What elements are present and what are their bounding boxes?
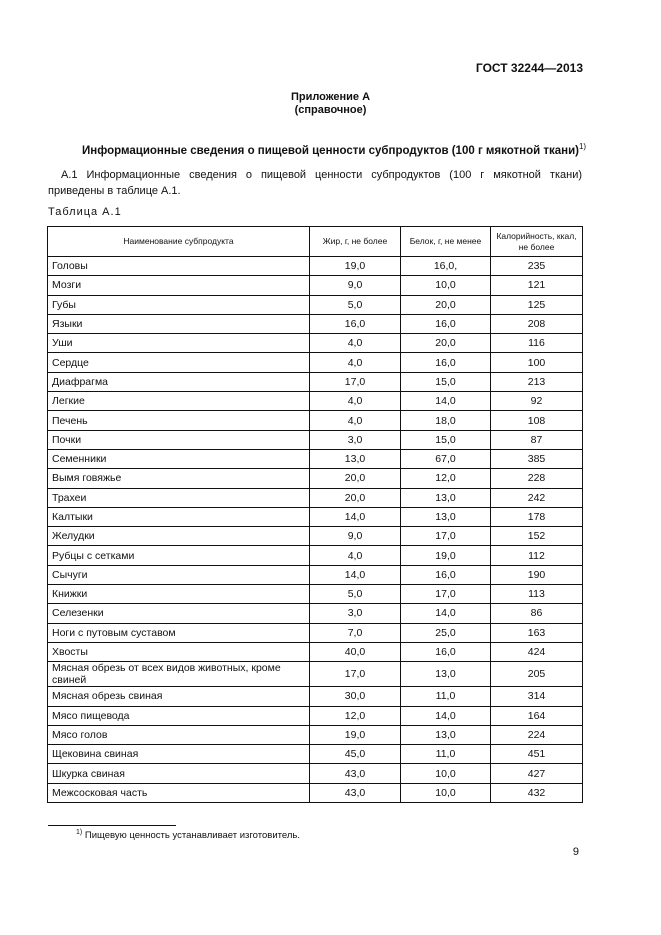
product-name-cell: Трахеи — [48, 488, 310, 507]
fat-cell: 9,0 — [310, 527, 401, 546]
protein-cell: 10,0 — [401, 764, 491, 783]
calories-cell: 87 — [491, 430, 583, 449]
appendix-subtitle: (справочное) — [294, 104, 367, 116]
calories-cell: 235 — [491, 257, 583, 276]
table-row — [48, 430, 583, 449]
fat-cell: 30,0 — [310, 687, 401, 706]
fat-cell: 16,0 — [310, 314, 401, 333]
table-row — [48, 314, 583, 333]
product-name-cell: Мясная обрезь от всех видов животных, кроме свиней — [48, 662, 310, 687]
fat-cell: 4,0 — [310, 411, 401, 430]
calories-cell: 152 — [491, 527, 583, 546]
table-row — [48, 276, 583, 295]
footnote — [76, 829, 300, 841]
calories-cell: 451 — [491, 745, 583, 764]
protein-cell: 10,0 — [401, 783, 491, 802]
fat-cell: 7,0 — [310, 623, 401, 642]
product-name-cell: Языки — [48, 314, 310, 333]
protein-cell: 67,0 — [401, 449, 491, 468]
section-title — [82, 142, 586, 157]
fat-cell: 17,0 — [310, 372, 401, 391]
protein-cell: 13,0 — [401, 725, 491, 744]
fat-cell: 40,0 — [310, 642, 401, 661]
product-name-cell: Мясо голов — [48, 725, 310, 744]
fat-cell: 9,0 — [310, 276, 401, 295]
calories-cell: 427 — [491, 764, 583, 783]
protein-cell: 25,0 — [401, 623, 491, 642]
calories-cell: 112 — [491, 546, 583, 565]
product-name-cell: Желудки — [48, 527, 310, 546]
calories-cell: 224 — [491, 725, 583, 744]
fat-cell: 20,0 — [310, 488, 401, 507]
calories-cell: 178 — [491, 507, 583, 526]
section-title-text: Информационные сведения о пищевой ценности субпродуктов (100 г мякотной ткани) — [82, 144, 579, 157]
page-number: 9 — [572, 846, 579, 858]
product-name-cell: Рубцы с сетками — [48, 546, 310, 565]
protein-cell: 12,0 — [401, 469, 491, 488]
calories-cell: 86 — [491, 604, 583, 623]
fat-cell: 19,0 — [310, 725, 401, 744]
calories-cell: 385 — [491, 449, 583, 468]
table-row — [48, 411, 583, 430]
fat-cell: 19,0 — [310, 257, 401, 276]
protein-cell: 14,0 — [401, 604, 491, 623]
table-row — [48, 488, 583, 507]
fat-cell: 4,0 — [310, 353, 401, 372]
calories-cell: 432 — [491, 783, 583, 802]
fat-cell: 3,0 — [310, 604, 401, 623]
product-name-cell: Печень — [48, 411, 310, 430]
product-name-cell: Головы — [48, 257, 310, 276]
table-header-row — [48, 227, 583, 257]
fat-cell: 5,0 — [310, 295, 401, 314]
table-row — [48, 585, 583, 604]
table-row — [48, 527, 583, 546]
product-name-cell: Почки — [48, 430, 310, 449]
fat-cell: 3,0 — [310, 430, 401, 449]
appendix-title: Приложение А — [290, 91, 371, 103]
protein-cell: 16,0 — [401, 314, 491, 333]
product-name-cell: Мясо пищевода — [48, 706, 310, 725]
protein-cell: 19,0 — [401, 546, 491, 565]
product-name-cell: Диафрагма — [48, 372, 310, 391]
fat-cell: 43,0 — [310, 764, 401, 783]
table-row — [48, 469, 583, 488]
fat-cell: 45,0 — [310, 745, 401, 764]
calories-cell: 314 — [491, 687, 583, 706]
calories-cell: 205 — [491, 662, 583, 687]
nutrition-table — [47, 226, 583, 803]
product-name-cell: Хвосты — [48, 642, 310, 661]
header-product-name: Наименование субпродукта — [48, 227, 310, 257]
table-row — [48, 706, 583, 725]
product-name-cell: Межсосковая часть — [48, 783, 310, 802]
fat-cell: 5,0 — [310, 585, 401, 604]
calories-cell: 164 — [491, 706, 583, 725]
protein-cell: 18,0 — [401, 411, 491, 430]
fat-cell: 17,0 — [310, 662, 401, 687]
protein-cell: 20,0 — [401, 295, 491, 314]
protein-cell: 16,0 — [401, 353, 491, 372]
protein-cell: 14,0 — [401, 392, 491, 411]
table-row — [48, 295, 583, 314]
product-name-cell: Шкурка свиная — [48, 764, 310, 783]
calories-cell: 121 — [491, 276, 583, 295]
table-row — [48, 565, 583, 584]
fat-cell: 14,0 — [310, 565, 401, 584]
standard-number: ГОСТ 32244—2013 — [475, 61, 583, 75]
product-name-cell: Сердце — [48, 353, 310, 372]
fat-cell: 43,0 — [310, 783, 401, 802]
protein-cell: 16,0, — [401, 257, 491, 276]
table-row — [48, 392, 583, 411]
table-row — [48, 745, 583, 764]
table-row — [48, 623, 583, 642]
intro-paragraph: А.1 Информационные сведения о пищевой ценности субпродуктов (100 г мякотной ткани) приведены в таблице А.1. — [48, 169, 582, 197]
table-row — [48, 449, 583, 468]
protein-cell: 13,0 — [401, 662, 491, 687]
footnote-divider — [48, 825, 176, 826]
protein-cell: 17,0 — [401, 585, 491, 604]
product-name-cell: Легкие — [48, 392, 310, 411]
footnote-mark: 1) — [76, 829, 83, 836]
fat-cell: 13,0 — [310, 449, 401, 468]
fat-cell: 20,0 — [310, 469, 401, 488]
protein-cell: 14,0 — [401, 706, 491, 725]
product-name-cell: Калтыки — [48, 507, 310, 526]
protein-cell: 16,0 — [401, 642, 491, 661]
product-name-cell: Сычуги — [48, 565, 310, 584]
fat-cell: 4,0 — [310, 392, 401, 411]
table-caption: Таблица А.1 — [48, 206, 122, 218]
protein-cell: 13,0 — [401, 507, 491, 526]
product-name-cell: Вымя говяжье — [48, 469, 310, 488]
table-row — [48, 725, 583, 744]
calories-cell: 213 — [491, 372, 583, 391]
calories-cell: 190 — [491, 565, 583, 584]
calories-cell: 208 — [491, 314, 583, 333]
footnote-ref: 1) — [578, 142, 587, 151]
calories-cell: 228 — [491, 469, 583, 488]
protein-cell: 15,0 — [401, 372, 491, 391]
product-name-cell: Семенники — [48, 449, 310, 468]
protein-cell: 17,0 — [401, 527, 491, 546]
calories-cell: 424 — [491, 642, 583, 661]
calories-cell: 92 — [491, 392, 583, 411]
product-name-cell: Уши — [48, 334, 310, 353]
protein-cell: 16,0 — [401, 565, 491, 584]
calories-cell: 125 — [491, 295, 583, 314]
table-row — [48, 662, 583, 687]
table-row — [48, 764, 583, 783]
product-name-cell: Мясная обрезь свиная — [48, 687, 310, 706]
calories-cell: 116 — [491, 334, 583, 353]
product-name-cell: Губы — [48, 295, 310, 314]
calories-cell: 100 — [491, 353, 583, 372]
table-row — [48, 507, 583, 526]
header-fat: Жир, г, не более — [310, 227, 401, 257]
calories-cell: 242 — [491, 488, 583, 507]
calories-cell: 113 — [491, 585, 583, 604]
header-calories: Калорийность, ккал, не более — [491, 227, 583, 257]
protein-cell: 13,0 — [401, 488, 491, 507]
fat-cell: 4,0 — [310, 334, 401, 353]
table-row — [48, 546, 583, 565]
table-row — [48, 334, 583, 353]
table-row — [48, 257, 583, 276]
calories-cell: 163 — [491, 623, 583, 642]
product-name-cell: Селезенки — [48, 604, 310, 623]
table-row — [48, 372, 583, 391]
protein-cell: 20,0 — [401, 334, 491, 353]
header-protein: Белок, г, не менее — [401, 227, 491, 257]
fat-cell: 4,0 — [310, 546, 401, 565]
table-row — [48, 353, 583, 372]
calories-cell: 108 — [491, 411, 583, 430]
product-name-cell: Книжки — [48, 585, 310, 604]
product-name-cell: Щековина свиная — [48, 745, 310, 764]
table-row — [48, 783, 583, 802]
protein-cell: 15,0 — [401, 430, 491, 449]
protein-cell: 11,0 — [401, 687, 491, 706]
product-name-cell: Ноги с путовым суставом — [48, 623, 310, 642]
table-row — [48, 687, 583, 706]
fat-cell: 14,0 — [310, 507, 401, 526]
protein-cell: 11,0 — [401, 745, 491, 764]
product-name-cell: Мозги — [48, 276, 310, 295]
table-row — [48, 604, 583, 623]
protein-cell: 10,0 — [401, 276, 491, 295]
footnote-text: Пищевую ценность устанавливает изготовитель. — [84, 830, 300, 842]
table-row — [48, 642, 583, 661]
fat-cell: 12,0 — [310, 706, 401, 725]
